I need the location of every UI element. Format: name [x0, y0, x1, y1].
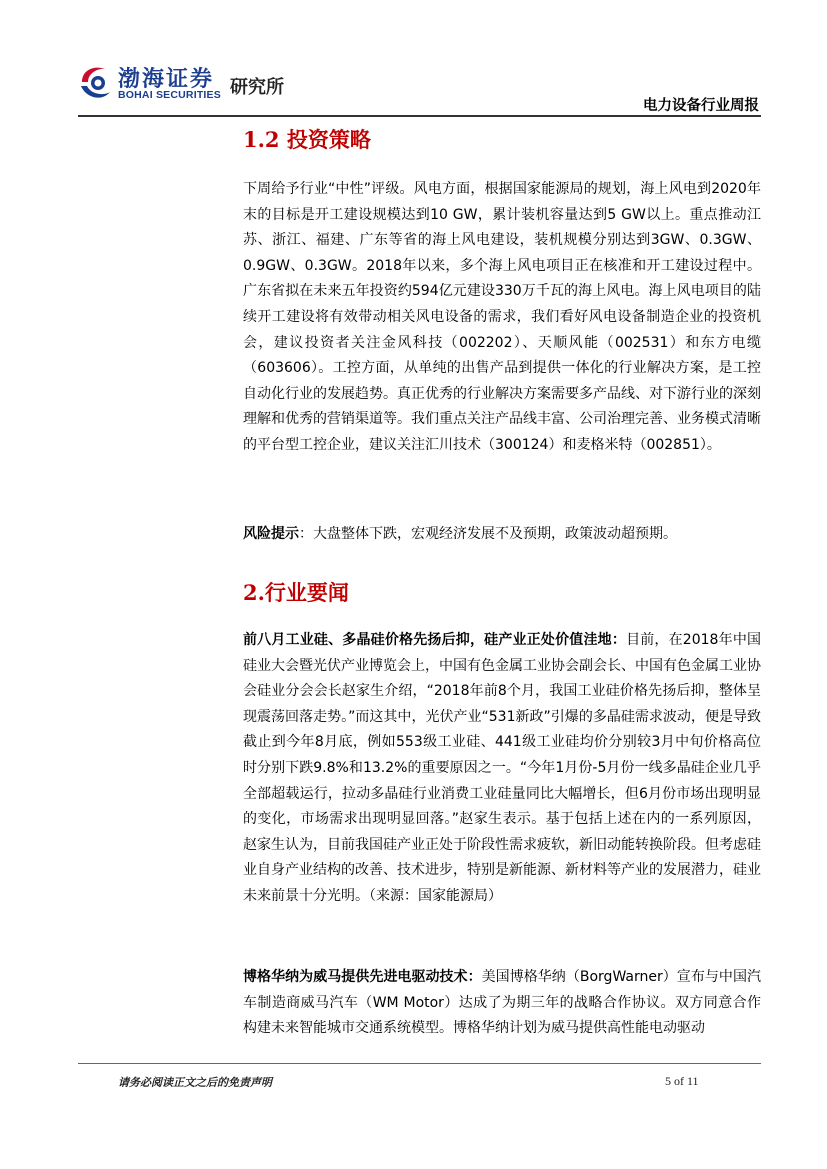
report-type: 电力设备行业周报: [643, 98, 759, 114]
news-body: 目前，在2018年中国硅业大会暨光伏产业博览会上，中国有色金属工业协会副会长、中国有色金属工业协会硅业分会会长赵家生介绍，“2018年前8个月，我国工业硅价格先扬后抑，整体呈现震荡回落走势。”而这其中，光伏产业“531新政”引爆的多晶硅需求波动，便是导致截止到今年8月底，例如553级工业硅、441级工业硅均价分别较3月中旬价格高位时分别下跌9.8%和13.2%的重要原因之一。“今年1月份-5月份一线多晶硅企业几乎全部超载运行，拉动多晶硅行业消费工业硅量同比大幅增长，但6月份市场出现明显的变化，市场需求出现明显回落。”赵家生表示。基于包括上述在内的一系列原因，赵家生认为，目前我国硅产业正处于阶段性需求疲软，新旧动能转换阶段。但考虑硅业自身产业结构的改善、技术进步，特别是新能源、新材料等产业的发展潜力，硅业未来前景十分光明。（来源：国家能源局）: [243, 632, 762, 904]
header-divider: [78, 115, 761, 117]
logo-chinese-name: 渤海证券: [118, 66, 215, 92]
news-headline: 前八月工业硅、多晶硅价格先扬后抑，硅产业正处价值洼地：: [243, 632, 627, 648]
investment-strategy-paragraph: 下周给予行业“中性”评级。风电方面，根据国家能源局的规划，海上风电到2020年末的目标是开工建设规模达到10 GW，累计装机容量达到5 GW以上。重点推动江苏、浙江、福建、广东等省的海上风电建设，装机规模分别达到3GW、0.3GW、0.9GW、0.3GW。2018年以来，多个海上风电项目正在核准和开工建设过程中。广东省拟在未来五年投资约594亿元建设330万千瓦的海上风电。海上风电项目的陆续开工建设将有效带动相关风电设备的需求，我们看好风电设备制造企业的投资机会，建议投资者关注金风科技（002202）、天顺风能（002531）和东方电缆（603606）。工控方面，从单纯的出售产品到提供一体化的行业解决方案，是工控自动化行业的发展趋势。真正优秀的行业解决方案需要多产品线、对下游行业的深刻理解和优秀的营销渠道等。我们重点关注产品线丰富、公司治理完善、业务模式清晰的平台型工控企业，建议关注汇川技术（300124）和麦格米特（002851）。: [243, 181, 761, 453]
footer-divider: [78, 1063, 761, 1064]
logo-english-name: BOHAI SECURITIES: [118, 89, 221, 101]
company-logo: [78, 62, 228, 106]
news-item: [243, 628, 761, 910]
risk-text: ：大盘整体下跌，宏观经济发展不及预期，政策波动超预期。: [299, 526, 677, 542]
bohai-logo-icon: [78, 64, 112, 102]
section-title-industry-news: 2.行业要闻: [243, 580, 349, 605]
footer-disclaimer: 请务必阅读正文之后的免责声明: [118, 1076, 272, 1089]
section-title-investment-strategy: 1.2 投资策略: [243, 127, 371, 152]
news-headline: 博格华纳为威马提供先进电驱动技术：: [243, 969, 482, 985]
news-item: [243, 965, 761, 1042]
investment-strategy-body: [243, 177, 761, 459]
news-body: 美国博格华纳（BorgWarner）宣布与中国汽车制造商威马汽车（WM Motor）达成了为期三年的战略合作协议。双方同意合作构建未来智能城市交通系统模型。博格华纳计划为威马提供高性能电动驱动: [243, 969, 761, 1037]
page-number: 5 of 11: [665, 1074, 699, 1088]
risk-note: [243, 522, 761, 548]
risk-label: 风险提示: [243, 526, 299, 542]
institute-label: 研究所: [230, 77, 284, 98]
